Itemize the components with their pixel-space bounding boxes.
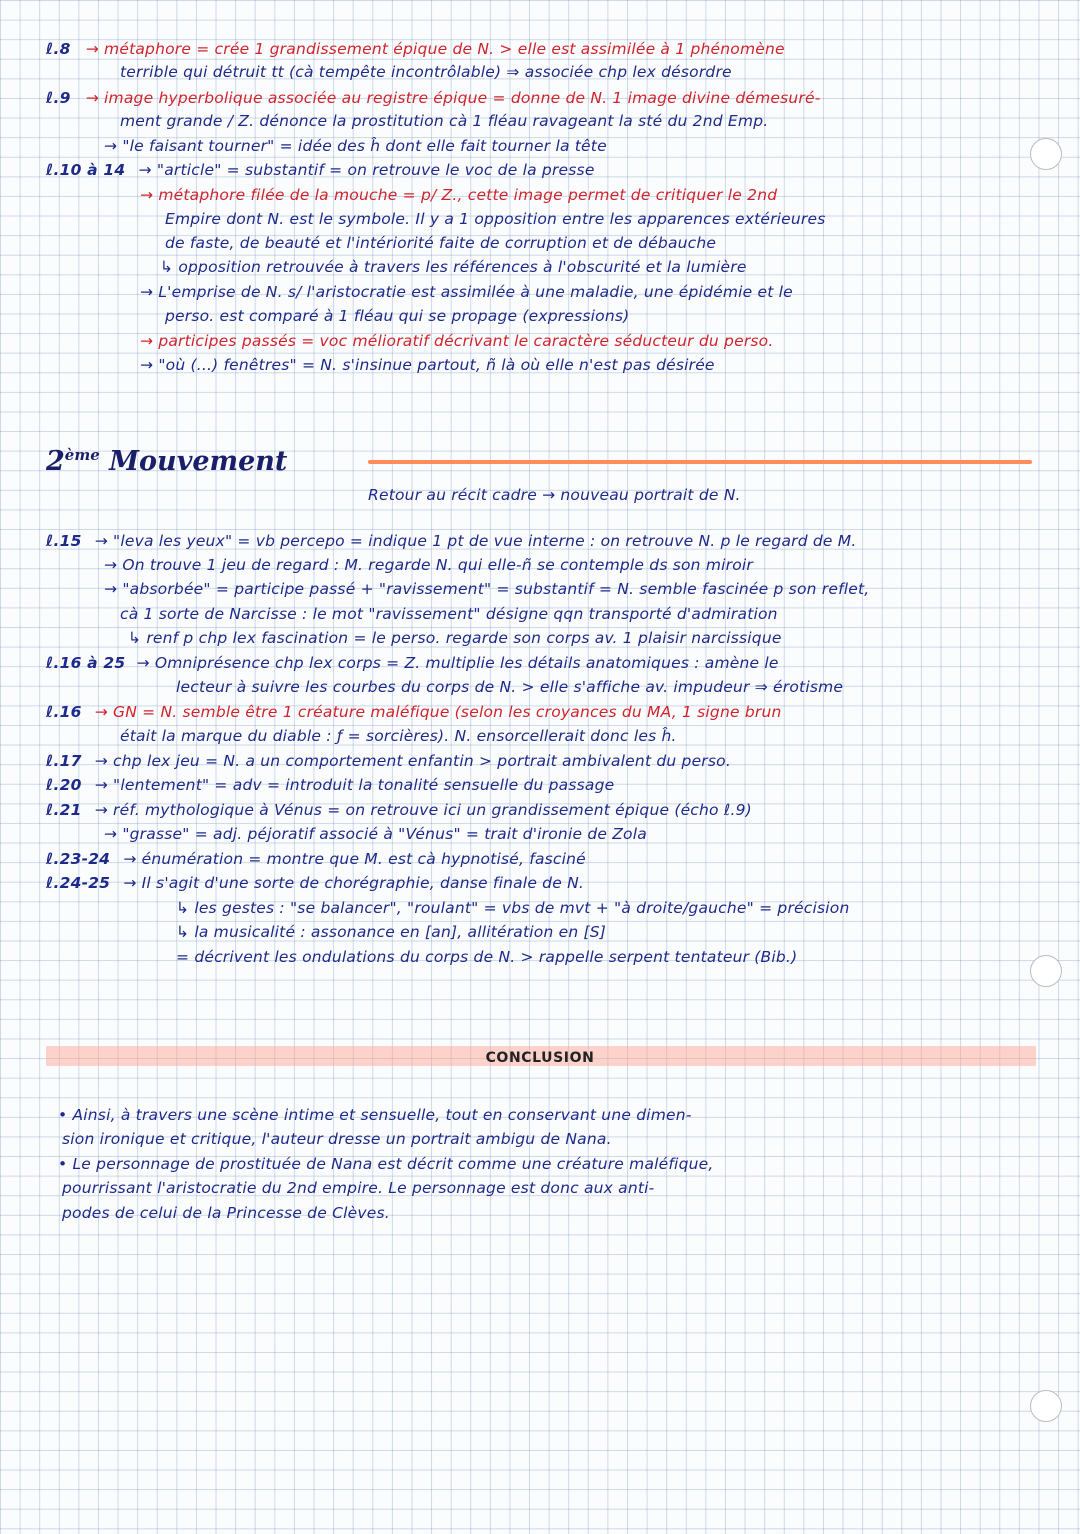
note-line [140,356,715,375]
note-text: → "article" = substantif = on retrouve le voc de la presse [138,161,595,179]
conclusion-line: podes de celui de la Princesse de Clèves. [62,1204,390,1222]
note-text: = décrivent les ondulations du corps de N. > rappelle serpent tentateur (Bib.) [176,948,798,966]
note-text: Empire dont N. est le symbole. Il y a 1 opposition entre les apparences extérieures [165,210,826,228]
note-line [176,948,797,967]
note-text: → "le faisant tourner" = idée des ĥ dont elle fait tourner la tête [104,137,607,155]
note-text: de faste, de beauté et l'intériorité faite de corruption et de débauche [165,234,717,252]
note-line [120,112,768,131]
note-line [176,923,606,942]
conclusion-title: CONCLUSION [485,1050,595,1066]
note-line [165,307,629,326]
note-text: était la marque du diable : ƒ = sorcières). N. ensorcellerait donc les ĥ. [120,727,677,745]
note-line [120,63,732,82]
note-text: → "leva les yeux" = vb percepo = indique 1 pt de vue interne : on retrouve N. p le regard de M. [94,532,857,550]
conclusion-line: sion ironique et critique, l'auteur dresse un portrait ambigu de Nana. [62,1130,612,1148]
note-text: → "où (...) fenêtres" = N. s'insinue partout, ñ là où elle n'est pas désirée [140,356,715,374]
note-line [140,283,793,302]
note-line [104,137,607,156]
note-line [120,727,677,746]
note-text: → On trouve 1 jeu de regard : M. regarde N. qui elle-ñ se contemple ds son miroir [104,556,753,574]
heading-title: Mouvement [99,446,288,477]
note-text: lecteur à suivre les courbes du corps de N. > elle s'affiche av. impudeur ⇒ érotisme [176,678,844,696]
note-text: → "lentement" = adv = introduit la tonalité sensuelle du passage [94,776,615,794]
note-text: → Il s'agit d'une sorte de chorégraphie, danse finale de N. [123,874,584,892]
note-line [104,580,869,599]
subtitle-text: Retour au récit cadre → nouveau portrait de N. [368,486,741,504]
note-line [46,161,595,180]
note-text: → métaphore = crée 1 grandissement épique de N. > elle est assimilée à 1 phénomène [85,40,785,58]
note-text: ↳ renf p chp lex fascination = le perso. regarde son corps av. 1 plaisir narcissique [128,629,782,647]
line-ref: ℓ.16 à 25 [46,654,126,672]
note-line [46,801,752,820]
note-text: → "absorbée" = participe passé + "ravissement" = substantif = N. semble fascinée p son reflet, [104,580,870,598]
note-text: ↳ les gestes : "se balancer", "roulant" = vbs de mvt + "à droite/gauche" = précision [176,899,850,917]
line-ref: ℓ.23-24 [46,850,111,868]
note-text: → Omniprésence chp lex corps = Z. multiplie les détails anatomiques : amène le [136,654,779,672]
note-line [46,776,614,795]
note-line [46,654,779,673]
binder-hole-icon [1030,955,1062,987]
note-text: → chp lex jeu = N. a un comportement enfantin > portrait ambivalent du perso. [94,752,731,770]
note-text: terrible qui détruit tt (cà tempête incontrôlable) ⇒ associée chp lex désordre [120,63,732,81]
note-line [120,605,778,624]
note-line [46,40,785,59]
note-text: → réf. mythologique à Vénus = on retrouve ici un grandissement épique (écho ℓ.9) [94,801,752,819]
note-line [176,899,849,918]
line-ref: ℓ.16 [46,703,82,721]
line-ref: ℓ.21 [46,801,82,819]
line-ref: ℓ.10 à 14 [46,161,126,179]
binder-hole-icon [1030,1390,1062,1422]
line-ref: ℓ.17 [46,752,82,770]
note-text: cà 1 sorte de Narcisse : le mot "ravissement" désigne qqn transporté d'admiration [120,605,778,623]
line-ref: ℓ.9 [46,89,71,107]
note-line [46,752,731,771]
note-line [46,703,782,722]
note-text: → "grasse" = adj. péjoratif associé à "Vénus" = trait d'ironie de Zola [104,825,647,843]
note-text: ↳ opposition retrouvée à travers les références à l'obscurité et la lumière [160,258,747,276]
note-line [46,874,584,893]
note-text: perso. est comparé à 1 fléau qui se propage (expressions) [165,307,630,325]
line-ref: ℓ.8 [46,40,71,58]
note-text: → participes passés = voc mélioratif décrivant le caractère séducteur du perso. [140,332,774,350]
note-text: ment grande / Z. dénonce la prostitution cà 1 fléau ravageant la sté du 2nd Emp. [120,112,769,130]
heading-underline [368,460,1032,464]
note-line [46,89,821,108]
note-text: → GN = N. semble être 1 créature maléfique (selon les croyances du MA, 1 signe brun [94,703,782,721]
heading-number: 2 [46,446,65,477]
note-text: ↳ la musicalité : assonance en [an], allitération en [S] [176,923,607,941]
note-line [176,678,843,697]
heading-sup: ème [64,446,100,464]
note-line [140,186,777,205]
note-text: → métaphore filée de la mouche = p/ Z., cette image permet de critiquer le 2nd [140,186,778,204]
subtitle [368,486,741,505]
binder-hole-icon [1030,138,1062,170]
note-line [104,825,647,844]
note-text: → énumération = montre que M. est cà hypnotisé, fasciné [123,850,586,868]
note-line [46,850,586,869]
conclusion-line: • Le personnage de prostituée de Nana est décrit comme une créature maléfique, [58,1155,714,1173]
movement-2-heading [46,446,287,477]
note-text: → L'emprise de N. s/ l'aristocratie est assimilée à une maladie, une épidémie et le [140,283,793,301]
note-line [104,556,753,575]
note-line [165,234,716,253]
note-text: → image hyperbolique associée au registre épique = donne de N. 1 image divine démesuré- [85,89,821,107]
line-ref: ℓ.20 [46,776,82,794]
note-line [160,258,747,277]
conclusion-line: • Ainsi, à travers une scène intime et sensuelle, tout en conservant une dimen- [58,1106,692,1124]
line-ref: ℓ.15 [46,532,82,550]
note-line [140,332,774,351]
line-ref: ℓ.24-25 [46,874,111,892]
note-line [128,629,782,648]
note-line [46,532,857,551]
conclusion-line: pourrissant l'aristocratie du 2nd empire. Le personnage est donc aux anti- [62,1179,655,1197]
note-line [165,210,826,229]
